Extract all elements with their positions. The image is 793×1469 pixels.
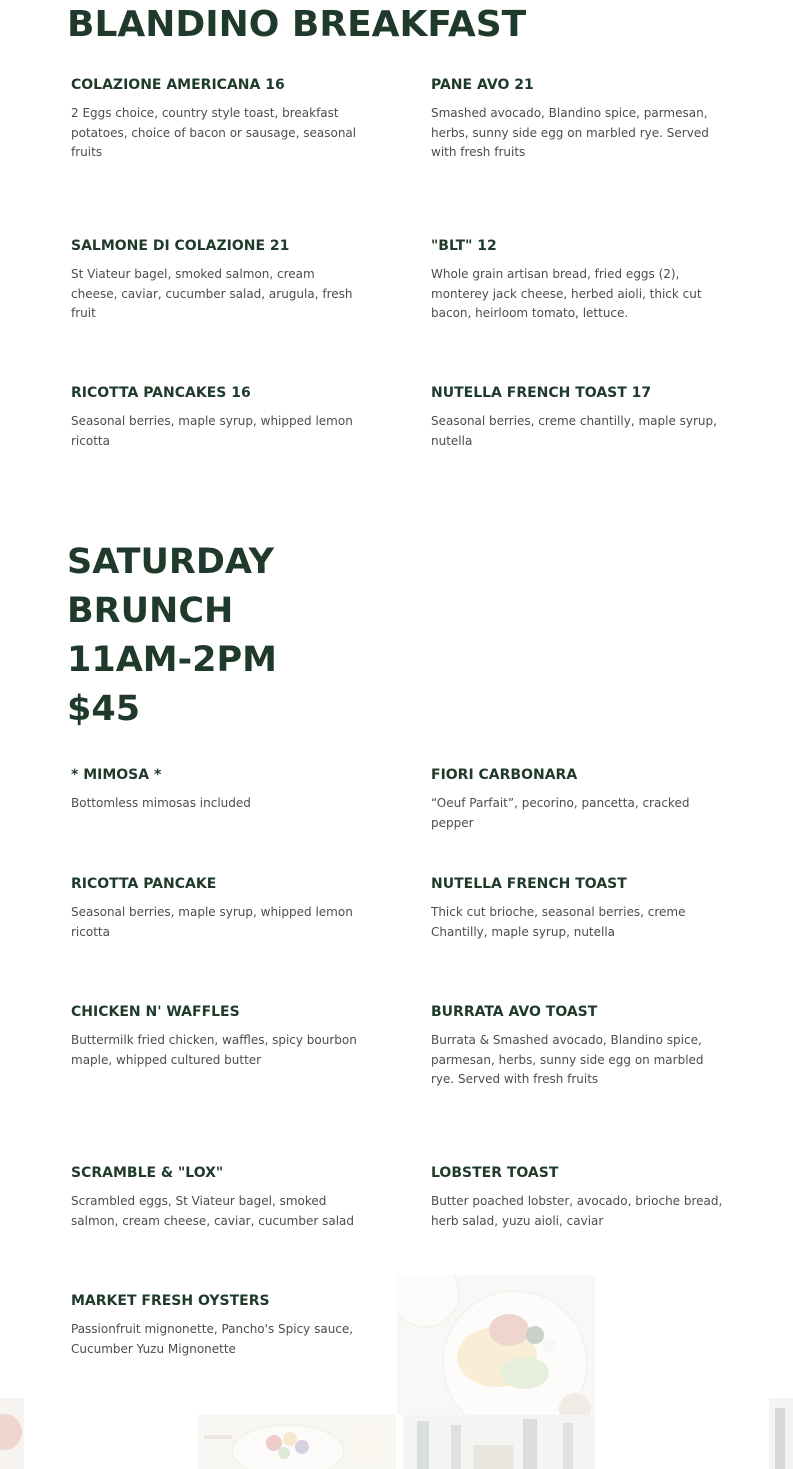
menu-item-nutella-french-toast bbox=[431, 384, 723, 451]
menu-item-ricotta-pancake bbox=[71, 875, 363, 942]
menu-item-chicken-waffles bbox=[71, 1003, 363, 1070]
menu-item-name: FIORI CARBONARA bbox=[431, 767, 578, 783]
food-photo-right-edge bbox=[769, 1398, 793, 1469]
menu-item-name: NUTELLA FRENCH TOAST bbox=[431, 876, 627, 892]
breakfast-section-title: BLANDINO BREAKFAST bbox=[67, 4, 527, 45]
menu-item-fiori-carbonara bbox=[431, 766, 731, 833]
food-photo-left-edge bbox=[0, 1398, 24, 1469]
menu-item-name: RICOTTA PANCAKES 16 bbox=[71, 385, 251, 401]
menu-item-brunch-nutella-french-toast bbox=[431, 875, 731, 942]
menu-item-salmone bbox=[71, 237, 363, 324]
brunch-section-title: SATURDAY BRUNCH 11AM-2PM $45 bbox=[67, 542, 277, 729]
menu-item-description: “Oeuf Parfait”, pecorino, pancetta, cracked pepper bbox=[431, 796, 690, 830]
menu-item-description: Seasonal berries, maple syrup, whipped lemon ricotta bbox=[71, 414, 353, 448]
menu-item-name: SCRAMBLE & "LOX" bbox=[71, 1165, 224, 1181]
menu-item-description: Passionfruit mignonette, Pancho's Spicy sauce, Cucumber Yuzu Mignonette bbox=[71, 1322, 354, 1356]
menu-item-name: SALMONE DI COLAZIONE 21 bbox=[71, 238, 290, 254]
menu-item-pane-avo bbox=[431, 76, 723, 163]
menu-item-name: BURRATA AVO TOAST bbox=[431, 1004, 598, 1020]
menu-item-description: Seasonal berries, maple syrup, whipped lemon ricotta bbox=[71, 905, 353, 939]
menu-item-burrata-avo-toast bbox=[431, 1003, 723, 1090]
menu-item-scramble-lox bbox=[71, 1164, 363, 1231]
menu-item-description: Smashed avocado, Blandino spice, parmesan, herbs, sunny side egg on marbled rye. Served with fresh fruits bbox=[431, 106, 709, 159]
menu-item-colazione-americana bbox=[71, 76, 363, 163]
menu-item-name: "BLT" 12 bbox=[431, 238, 497, 254]
menu-item-description: Scrambled eggs, St Viateur bagel, smoked salmon, cream cheese, caviar, cucumber salad bbox=[71, 1194, 355, 1228]
menu-item-description: Burrata & Smashed avocado, Blandino spice, parmesan, herbs, sunny side egg on marbled rye. Served with fresh fruits bbox=[431, 1033, 704, 1086]
menu-item-name: * MIMOSA * bbox=[71, 767, 162, 783]
menu-item-name: MARKET FRESH OYSTERS bbox=[71, 1293, 270, 1309]
menu-item-name: PANE AVO 21 bbox=[431, 77, 534, 93]
menu-item-description: Thick cut brioche, seasonal berries, creme Chantilly, maple syrup, nutella bbox=[431, 905, 686, 939]
menu-item-mimosa bbox=[71, 766, 363, 814]
menu-item-name: CHICKEN N' WAFFLES bbox=[71, 1004, 240, 1020]
menu-item-name: NUTELLA FRENCH TOAST 17 bbox=[431, 385, 652, 401]
menu-item-ricotta-pancakes bbox=[71, 384, 363, 451]
menu-item-lobster-toast bbox=[431, 1164, 723, 1231]
menu-item-name: LOBSTER TOAST bbox=[431, 1165, 559, 1181]
menu-item-description: Butter poached lobster, avocado, brioche bread, herb salad, yuzu aioli, caviar bbox=[431, 1194, 723, 1228]
food-photo-plate bbox=[397, 1275, 595, 1415]
menu-item-name: COLAZIONE AMERICANA 16 bbox=[71, 77, 285, 93]
menu-item-description: Seasonal berries, creme chantilly, maple syrup, nutella bbox=[431, 414, 717, 448]
menu-item-market-fresh-oysters bbox=[71, 1292, 363, 1359]
menu-item-name: RICOTTA PANCAKE bbox=[71, 876, 217, 892]
menu-item-description: 2 Eggs choice, country style toast, breakfast potatoes, choice of bacon or sausage, seasonal fruits bbox=[71, 106, 357, 159]
restaurant-interior-photo bbox=[403, 1415, 595, 1469]
menu-item-description: Bottomless mimosas included bbox=[71, 796, 251, 810]
menu-item-description: Whole grain artisan bread, fried eggs (2), monterey jack cheese, herbed aioli, thick cut bacon, heirloom tomato, lettuce. bbox=[431, 267, 702, 320]
menu-item-description: St Viateur bagel, smoked salmon, cream cheese, caviar, cucumber salad, arugula, fresh fruit bbox=[71, 267, 353, 320]
food-photo-fruit-bowl bbox=[198, 1415, 396, 1469]
menu-item-description: Buttermilk fried chicken, waffles, spicy bourbon maple, whipped cultured butter bbox=[71, 1033, 357, 1067]
menu-item-blt bbox=[431, 237, 723, 324]
